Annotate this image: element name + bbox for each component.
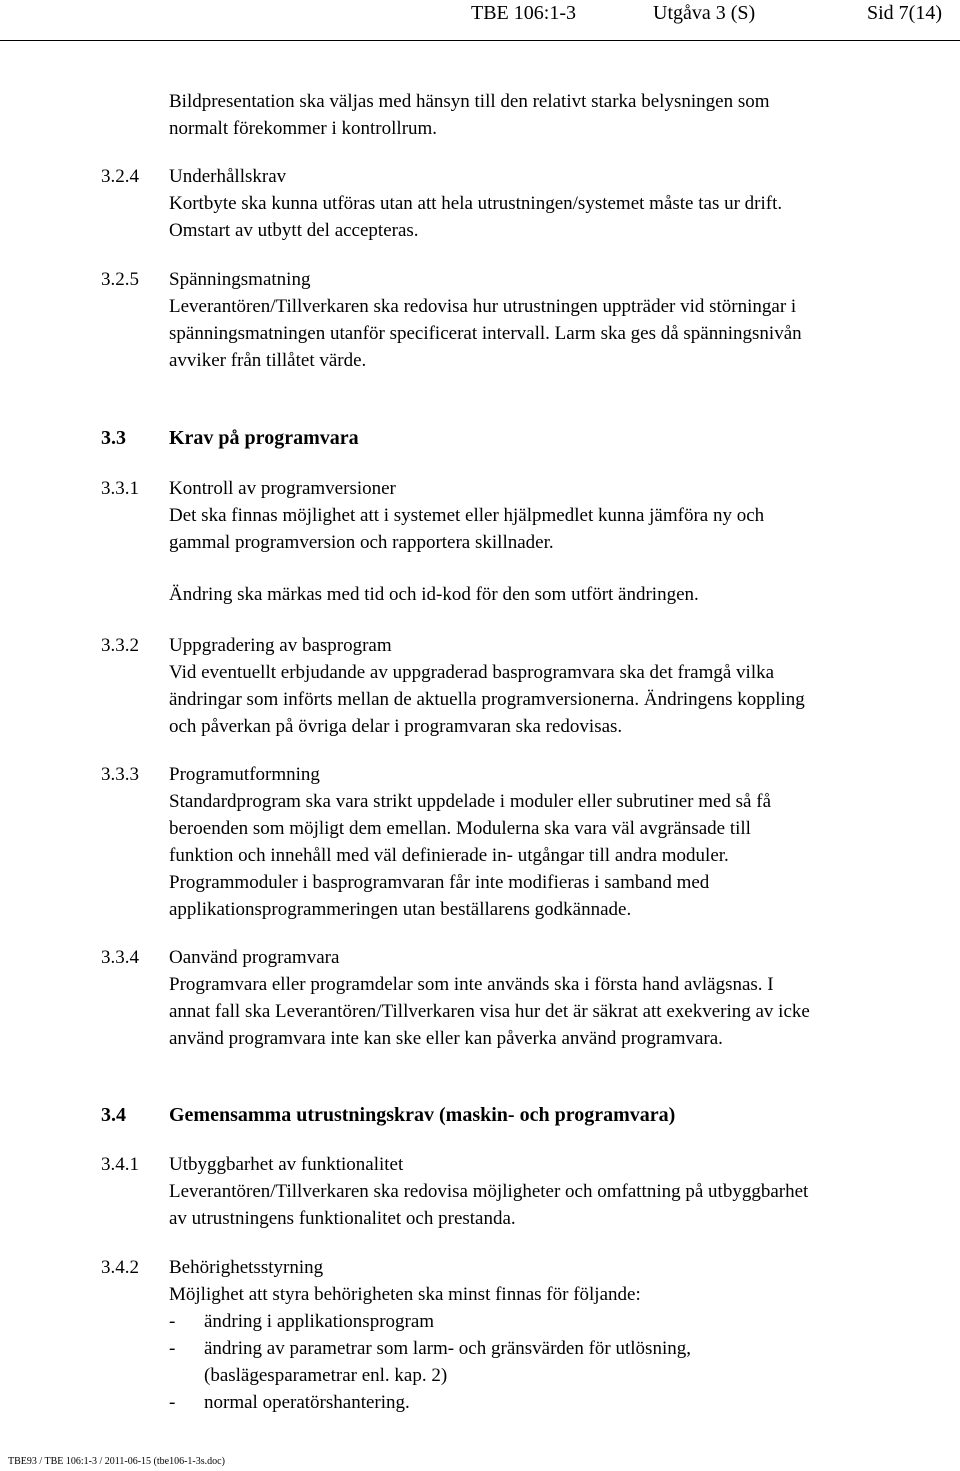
list-item-text: normal operatörshantering. [204,1392,410,1413]
section-3-4-2 [169,1254,949,1416]
paragraph-line: ändringar som införts mellan de aktuella programversionerna. Ändringens koppling [169,689,805,710]
list-item [169,1308,949,1335]
section-number-3-4-2: 3.4.2 [101,1257,139,1278]
paragraph-line: av utrustningens funktionalitet och prestanda. [169,1208,516,1229]
section-3-3-1 [169,475,949,556]
list-item [169,1335,949,1389]
paragraph-line: och påverkan på övriga delar i programvaran ska redovisas. [169,716,623,737]
section-title: Behörighetsstyrning [169,1257,324,1278]
section-number-3-2-5: 3.2.5 [101,269,139,290]
paragraph-line: annat fall ska Leverantören/Tillverkaren visa hur det är säkrat att exekvering av icke [169,1001,810,1022]
section-title: Gemensamma utrustningskrav (maskin- och programvara) [169,1104,676,1126]
dash-bullet: - [169,1338,176,1359]
paragraph-line: använd programvara inte kan ske eller kan påverka använd programvara. [169,1028,723,1049]
section-3-3-4 [169,944,949,1052]
paragraph-line: Leverantören/Tillverkaren ska redovisa hur utrustningen uppträder vid störningar i [169,296,797,317]
dash-bullet: - [169,1392,176,1413]
section-3-2-5 [169,266,949,374]
intro-paragraph [169,88,949,142]
section-number-3-3: 3.3 [101,427,126,449]
section-number-3-2-4: 3.2.4 [101,166,139,187]
section-number-3-3-4: 3.3.4 [101,947,139,968]
paragraph-line: Standardprogram ska vara strikt uppdelade i moduler eller subrutiner med så få [169,791,771,812]
section-3-2-4 [169,163,949,244]
paragraph-line: spänningsmatningen utanför specificerat intervall. Larm ska ges då spänningsnivån [169,323,802,344]
paragraph-line: Kortbyte ska kunna utföras utan att hela utrustningen/systemet måste tas ur drift. [169,193,783,214]
section-3-3-1-note [169,581,949,608]
section-title: Underhållskrav [169,166,287,187]
paragraph-line: gammal programversion och rapportera skillnader. [169,532,554,553]
section-title: Kontroll av programversioner [169,478,396,499]
section-3-3-3 [169,761,949,923]
paragraph-line: Vid eventuellt erbjudande av uppgraderad basprogramvara ska det framgå vilka [169,662,775,683]
section-title: Krav på programvara [169,427,359,449]
paragraph-line: Bildpresentation ska väljas med hänsyn till den relativt starka belysningen som [169,91,770,112]
list-item-text: (baslägesparametrar enl. kap. 2) [204,1365,448,1386]
section-title: Spänningsmatning [169,269,311,290]
section-heading-3-4 [169,1102,949,1129]
section-3-4-1 [169,1151,949,1232]
page-number: Sid 7(14) [867,2,942,24]
section-title: Programutformning [169,764,320,785]
section-number-3-3-2: 3.3.2 [101,635,139,656]
section-title: Utbyggbarhet av funktionalitet [169,1154,404,1175]
section-3-3-2 [169,632,949,740]
doc-edition: Utgåva 3 (S) [653,2,756,24]
section-number-3-3-3: 3.3.3 [101,764,139,785]
paragraph-line: Leverantören/Tillverkaren ska redovisa möjligheter och omfattning på utbyggbarhet [169,1181,809,1202]
paragraph-line: normalt förekommer i kontrollrum. [169,118,438,139]
paragraph-line: avviker från tillåtet värde. [169,350,367,371]
paragraph-line: beroenden som möjligt dem emellan. Modulerna ska vara väl avgränsade till [169,818,751,839]
paragraph-line: Omstart av utbytt del accepteras. [169,220,419,241]
list-item-text: ändring i applikationsprogram [204,1311,435,1332]
doc-reference: TBE 106:1-3 [471,2,576,24]
section-heading-3-3 [169,425,949,452]
paragraph-line: Programmoduler i basprogramvaran får inte modifieras i samband med [169,872,710,893]
list-item-text: ändring av parametrar som larm- och gränsvärden för utlösning, [204,1338,691,1359]
section-title: Oanvänd programvara [169,947,340,968]
section-number-3-3-1: 3.3.1 [101,478,139,499]
page-footer: TBE93 / TBE 106:1-3 / 2011-06-15 (tbe106-1-3s.doc) [8,1456,225,1467]
paragraph-line: Det ska finnas möjlighet att i systemet eller hjälpmedlet kunna jämföra ny och [169,505,765,526]
paragraph-line: Programvara eller programdelar som inte används ska i första hand avlägsnas. I [169,974,774,995]
paragraph-line: applikationsprogrammeringen utan beställarens godkännade. [169,899,632,920]
dash-bullet: - [169,1311,176,1332]
list-item [169,1389,949,1416]
section-number-3-4: 3.4 [101,1104,126,1126]
paragraph-line: funktion och innehåll med väl definierade in- utgångar till andra moduler. [169,845,729,866]
paragraph-line: Möjlighet att styra behörigheten ska minst finnas för följande: [169,1284,641,1305]
page-header [0,0,960,41]
section-title: Uppgradering av basprogram [169,635,392,656]
paragraph-line: Ändring ska märkas med tid och id-kod för den som utfört ändringen. [169,584,699,605]
section-number-3-4-1: 3.4.1 [101,1154,139,1175]
